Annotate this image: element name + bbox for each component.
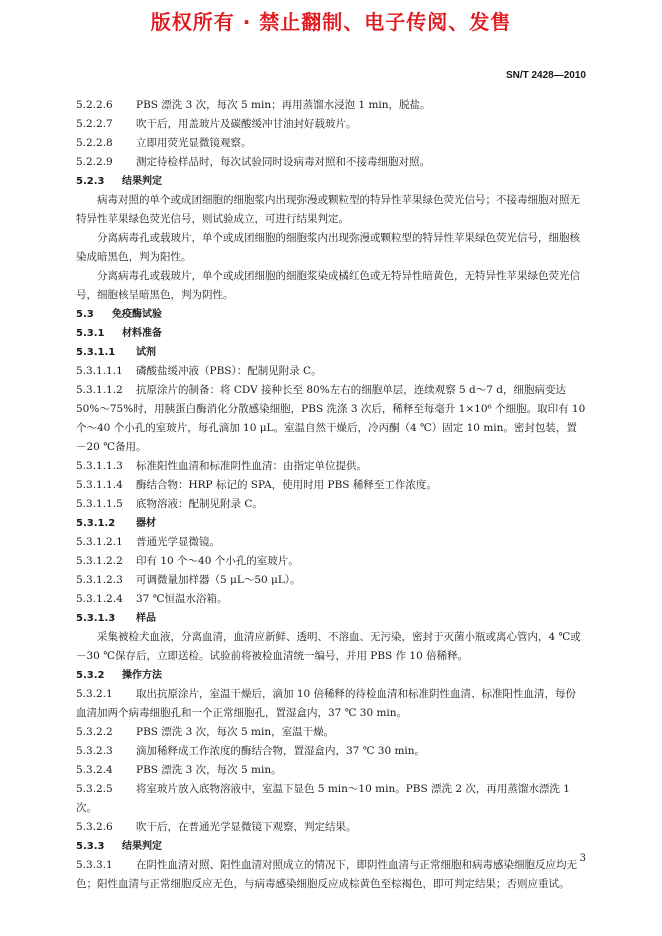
- heading-5-2-3: [76, 172, 586, 191]
- clause-5-3-2-3: [76, 742, 586, 761]
- heading-5-3-1-2: [76, 514, 586, 533]
- clause-5-3-2-5: [76, 780, 586, 818]
- section-title: 结果判定: [122, 841, 162, 852]
- section-number: 5.3.1.1: [76, 347, 116, 358]
- clause-number: 5.2.2.7: [76, 118, 113, 130]
- clause-text: 测定待检样品时，每次试验同时设病毒对照和不接毒细胞对照。: [136, 156, 430, 168]
- clause-text: 立即用荧光显微镜观察。: [136, 137, 252, 149]
- clause-number: 5.3.2.1: [76, 688, 113, 700]
- clause-number: 5.3.1.2.3: [76, 574, 123, 586]
- paragraph-negative-criteria: 分离病毒孔或载玻片，单个或成团细胞的细胞浆染成橘红色或无特异性暗黄色，无特异性苹果绿色荧光信号，细胞核呈暗黑色，判为阴性。: [76, 270, 580, 301]
- clause-text: 磷酸盐缓冲液（PBS）：配制见附录 C。: [136, 365, 322, 377]
- section-number: 5.3: [76, 309, 94, 320]
- section-number: 5.3.1.3: [76, 613, 116, 624]
- clause-5-2-2-6: [76, 96, 586, 115]
- section-title: 免疫酶试验: [112, 309, 162, 320]
- clause-number: 5.3.2.5: [76, 783, 113, 795]
- section-number: 5.2.3: [76, 176, 105, 187]
- clause-number: 5.3.1.2.2: [76, 555, 123, 567]
- clause-number: 5.3.1.1.2: [76, 384, 123, 396]
- section-title: 试剂: [136, 347, 156, 358]
- clause-text: 37 ℃恒温水浴箱。: [136, 593, 228, 605]
- clause-number: 5.2.2.8: [76, 137, 113, 149]
- heading-5-3-2: [76, 666, 586, 685]
- clause-5-3-1-2-3: [76, 571, 586, 590]
- clause-number: 5.3.2.3: [76, 745, 113, 757]
- clause-text: PBS 漂洗 3 次，每次 5 min；再用蒸馏水浸泡 1 min，脱盐。: [136, 99, 431, 111]
- clause-number: 5.3.1.1.3: [76, 460, 123, 472]
- clause-5-3-1-1-5: [76, 495, 586, 514]
- clause-5-3-2-1: [76, 685, 586, 723]
- paragraph-control-criteria: 病毒对照的单个或成团细胞的细胞浆内出现弥漫或颗粒型的特异性苹果绿色荧光信号；不接毒细胞对照无特异性苹果绿色荧光信号，则试验成立，可进行结果判定。: [76, 194, 580, 225]
- heading-5-3: [76, 305, 586, 324]
- heading-5-3-1-3: [76, 609, 586, 628]
- clause-text: 取出抗原涂片，室温干燥后，滴加 10 倍稀释的待检血清和标准阴性血清、标准阳性血清，每份血清加两个病毒细胞孔和一个正常细胞孔，置湿盒内，37 ℃ 30 min。: [76, 688, 577, 719]
- heading-5-3-1: [76, 324, 586, 343]
- clause-number: 5.3.3.1: [76, 859, 113, 871]
- clause-text: 普通光学显微镜。: [136, 536, 220, 548]
- clause-5-3-2-4: [76, 761, 586, 780]
- clause-5-3-1-1-2: [76, 381, 586, 457]
- clause-5-3-1-2-1: [76, 533, 586, 552]
- paragraph-sample-collection: 采集被检犬血液，分离血清，血清应新鲜、透明、不溶血、无污染，密封于灭菌小瓶或离心管内，4 ℃或－30 ℃保存后，立即送检。试验前将被检血清统一编号，并用 PBS 作 10 倍稀释。: [76, 631, 581, 662]
- clause-text: 印有 10 个～40 个小孔的室玻片。: [136, 555, 299, 567]
- clause-5-3-1-2-2: [76, 552, 586, 571]
- clause-number: 5.3.1.1.5: [76, 498, 123, 510]
- clause-number: 5.3.2.6: [76, 821, 113, 833]
- clause-text: 抗原涂片的制备：将 CDV 接种长至 80%左右的细胞单层，连续观察 5 d～7 d，细胞病变达 50%～75%时，用胰蛋白酶消化分散感染细胞，PBS 洗涤 3 次后，稀释至每毫升 1×10⁶ 个细胞。取印有 10 个～40 个小孔的室玻片，每孔滴加 10 μL。室温自然干燥后，冷丙酮（4 ℃）固定 10 min。密封包装，置－20 ℃备用。: [76, 384, 586, 453]
- clause-text: PBS 漂洗 3 次，每次 5 min，室温干燥。: [136, 726, 335, 738]
- heading-5-3-3: [76, 837, 586, 856]
- clause-text: 酶结合物：HRP 标记的 SPA，使用时用 PBS 稀释至工作浓度。: [136, 479, 437, 491]
- clause-5-3-1-1-1: [76, 362, 586, 381]
- section-number: 5.3.1: [76, 328, 105, 339]
- clause-5-3-1-1-3: [76, 457, 586, 476]
- clause-5-2-2-7: [76, 115, 586, 134]
- section-number: 5.3.2: [76, 670, 105, 681]
- clause-number: 5.2.2.6: [76, 99, 113, 111]
- clause-5-2-2-8: [76, 134, 586, 153]
- clause-text: 标准阳性血清和标准阴性血清：由指定单位提供。: [136, 460, 367, 472]
- copyright-banner: 版权所有 · 禁止翻制、电子传阅、发售: [150, 10, 512, 34]
- clause-text: PBS 漂洗 3 次，每次 5 min。: [136, 764, 282, 776]
- heading-5-3-1-1: [76, 343, 586, 362]
- clause-text: 吹干后，用盖玻片及碳酸缓冲甘油封好载玻片。: [136, 118, 357, 130]
- section-title: 结果判定: [122, 176, 162, 187]
- clause-number: 5.2.2.9: [76, 156, 113, 168]
- section-title: 样品: [136, 613, 156, 624]
- clause-text: 底物溶液：配制见附录 C。: [136, 498, 263, 510]
- document-code: SN/T 2428—2010: [505, 70, 586, 81]
- section-title: 材料准备: [122, 328, 162, 339]
- clause-5-3-1-1-4: [76, 476, 586, 495]
- clause-number: 5.3.1.2.4: [76, 593, 123, 605]
- clause-number: 5.3.1.1.1: [76, 365, 123, 377]
- clause-number: 5.3.2.2: [76, 726, 113, 738]
- page-number: 3: [579, 853, 586, 864]
- clause-text: 在阴性血清对照、阳性血清对照成立的情况下，即阴性血清与正常细胞和病毒感染细胞反应均无色；阳性血清与正常细胞反应无色，与病毒感染细胞反应成棕黄色至棕褐色，即可判定结果；否则应重试。: [76, 859, 577, 890]
- section-title: 器材: [136, 518, 156, 529]
- clause-text: 可调微量加样器（5 μL～50 μL）。: [136, 574, 301, 586]
- section-number: 5.3.3: [76, 841, 105, 852]
- clause-text: 滴加稀释成工作浓度的酶结合物，置湿盒内，37 ℃ 30 min。: [136, 745, 426, 757]
- clause-5-2-2-9: [76, 153, 586, 172]
- clause-5-3-1-2-4: [76, 590, 586, 609]
- clause-number: 5.3.1.2.1: [76, 536, 123, 548]
- clause-text: 将室玻片放入底物溶液中，室温下显色 5 min～10 min。PBS 漂洗 2 次，再用蒸馏水漂洗 1 次。: [76, 783, 570, 814]
- clause-5-3-2-2: [76, 723, 586, 742]
- clause-5-3-2-6: [76, 818, 586, 837]
- clause-number: 5.3.1.1.4: [76, 479, 123, 491]
- clause-5-3-3-1: [76, 856, 586, 894]
- paragraph-positive-criteria: 分离病毒孔或载玻片，单个或成团细胞的细胞浆内出现弥漫或颗粒型的特异性苹果绿色荧光信号，细胞核染成暗黑色，判为阳性。: [76, 232, 580, 263]
- clause-text: 吹干后，在普通光学显微镜下观察，判定结果。: [136, 821, 357, 833]
- section-title: 操作方法: [122, 670, 162, 681]
- clause-number: 5.3.2.4: [76, 764, 113, 776]
- section-number: 5.3.1.2: [76, 518, 116, 529]
- document-body: [76, 96, 586, 894]
